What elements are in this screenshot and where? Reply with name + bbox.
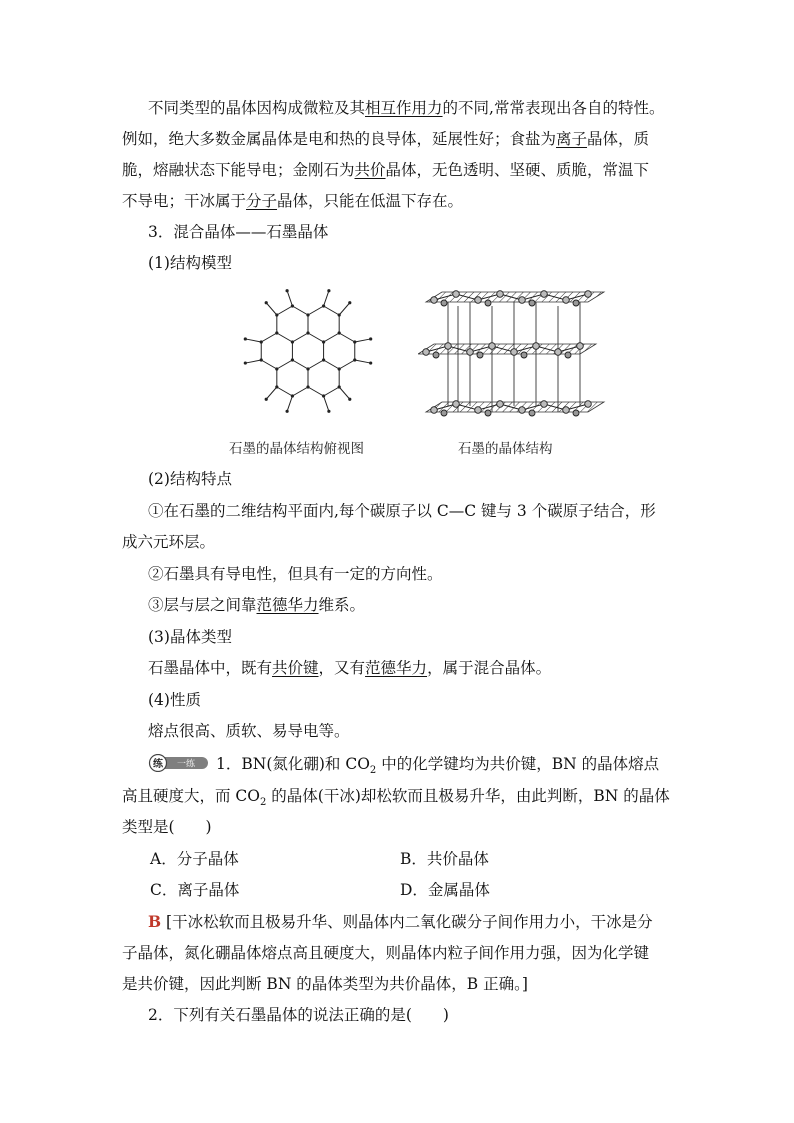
carbon-bond [245, 339, 261, 342]
carbon-atom [338, 313, 341, 316]
carbon-atom [453, 401, 460, 408]
carbon-atom [577, 343, 584, 350]
answer-explanation-line-2: 子晶体，氮化硼晶体熔点高且硬度大，则晶体内粒子间作用力强，因为化学键 [122, 944, 650, 962]
text: 脆，熔融状态下能导电；金刚石为 [122, 161, 355, 179]
carbon-atom [529, 410, 535, 416]
carbon-atom [475, 297, 482, 304]
carbon-atom [322, 304, 325, 307]
carbon-atom [563, 297, 570, 304]
graphite-top-view-figure [228, 284, 388, 419]
text: 高且硬度大，而 CO [122, 787, 260, 805]
carbon-atom [244, 337, 247, 340]
svg-text:练: 练 [153, 759, 163, 770]
carbon-atom [541, 401, 548, 408]
practice-badge [148, 754, 210, 772]
carbon-bond [339, 333, 355, 342]
carbon-bond [277, 360, 293, 369]
question-1-line-1 [148, 754, 659, 781]
carbon-atom [265, 301, 268, 304]
carbon-atom [453, 291, 460, 298]
carbon-atom [431, 297, 438, 304]
carbon-atom [338, 385, 341, 388]
text: 维系。 [318, 596, 366, 614]
structure-item-3 [148, 595, 365, 615]
carbon-bond [287, 291, 292, 306]
carbon-atom [489, 343, 496, 350]
carbon-bond [339, 360, 355, 369]
carbon-atom [265, 398, 268, 401]
carbon-atom [475, 407, 482, 414]
carbon-atom [338, 331, 341, 334]
carbon-bond [324, 387, 340, 396]
figure-caption-left: 石墨的晶体结构俯视图 [229, 441, 364, 457]
carbon-atom [260, 358, 263, 361]
carbon-atom [541, 291, 548, 298]
carbon-atom [244, 361, 247, 364]
intro-line-1 [148, 98, 664, 118]
carbon-atom [291, 304, 294, 307]
carbon-atom [353, 358, 356, 361]
text: [干冰松软而且极易升华、则晶体内二氧化碳分子间作用力小，干冰是分 [166, 913, 653, 931]
carbon-bond [266, 387, 277, 399]
figure-caption-right: 石墨的晶体结构 [458, 441, 553, 457]
carbon-atom [322, 394, 325, 397]
carbon-atom [306, 313, 309, 316]
text: 的不同,常常表现出各自的特性。 [442, 99, 665, 117]
carbon-atom [563, 407, 570, 414]
carbon-atom [275, 313, 278, 316]
underlined-term: 范德华力 [256, 596, 319, 614]
svg-text:一练: 一练 [176, 759, 196, 770]
text: 晶体，质 [587, 130, 650, 148]
carbon-atom [369, 361, 372, 364]
text: 的晶体(干冰)却松软而且极易升华，由此判断，BN 的晶体 [266, 787, 670, 805]
carbon-atom [260, 340, 263, 343]
carbon-bond [308, 333, 324, 342]
carbon-atom [477, 352, 483, 358]
carbon-bond [261, 333, 277, 342]
underlined-term: 相互作用力 [365, 99, 443, 117]
carbon-atom [327, 410, 330, 413]
carbon-atom [521, 352, 527, 358]
option-b: B．共价晶体 [400, 850, 489, 868]
property-text: 熔点很高、质软、易导电等。 [148, 722, 350, 740]
carbon-bond [277, 333, 293, 342]
carbon-bond [339, 303, 350, 315]
carbon-bond [324, 396, 329, 411]
underlined-term: 范德华力 [365, 659, 428, 677]
carbon-bond [277, 387, 293, 396]
text: 晶体，无色透明、坚硬、质脆，常温下 [385, 161, 650, 179]
carbon-bond [339, 387, 350, 399]
carbon-atom [519, 407, 526, 414]
subscript: 2 [260, 797, 267, 809]
text: 石墨晶体中，既有 [148, 659, 273, 677]
text: ，属于混合晶体。 [427, 659, 552, 677]
carbon-bond [308, 387, 324, 396]
carbon-atom [585, 291, 592, 298]
carbon-bond [292, 306, 308, 315]
intro-line-2 [122, 129, 649, 149]
carbon-atom [497, 291, 504, 298]
subsection-3-title: (3)晶体类型 [148, 628, 232, 646]
option-c: C．离子晶体 [150, 881, 240, 899]
text: ，又有 [318, 659, 366, 677]
text: 不同类型的晶体因构成微粒及其 [148, 99, 366, 117]
structure-item-1-cont: 成六元环层。 [122, 533, 216, 551]
carbon-atom [585, 401, 592, 408]
carbon-atom [275, 367, 278, 370]
graphite-layered-structure-figure [418, 284, 608, 424]
carbon-atom [555, 349, 562, 356]
carbon-atom [529, 300, 535, 306]
carbon-bond [292, 333, 308, 342]
carbon-atom [291, 340, 294, 343]
answer-letter: B [148, 912, 162, 931]
carbon-atom [327, 289, 330, 292]
underlined-term: 离子 [556, 130, 588, 148]
carbon-atom [291, 394, 294, 397]
text: 中的化学键均为共价键，BN 的晶体熔点 [376, 755, 660, 773]
underlined-term: 共价 [354, 161, 386, 179]
subscript: 2 [369, 765, 377, 777]
underlined-term: 共价键 [272, 659, 319, 677]
carbon-atom [511, 349, 518, 356]
structure-item-1: ①在石墨的二维结构平面内,每个碳原子以 C—C 键与 3 个碳原子结合，形 [148, 502, 656, 520]
carbon-atom [441, 300, 447, 306]
carbon-bond [292, 360, 308, 369]
carbon-atom [467, 349, 474, 356]
carbon-bond [308, 306, 324, 315]
carbon-atom [353, 340, 356, 343]
answer-explanation-line-1 [148, 912, 653, 932]
carbon-atom [573, 300, 579, 306]
subsection-2-title: (2)结构特点 [148, 470, 232, 488]
carbon-atom [286, 289, 289, 292]
carbon-bond [277, 306, 293, 315]
carbon-atom [291, 358, 294, 361]
carbon-atom [306, 331, 309, 334]
carbon-bond [261, 360, 277, 369]
carbon-atom [286, 410, 289, 413]
question-1-line-2 [122, 786, 670, 813]
section-3-title: 3．混合晶体——石墨晶体 [148, 223, 329, 241]
crystal-type-text [148, 658, 551, 678]
carbon-bond [324, 333, 340, 342]
carbon-bond [266, 303, 277, 315]
intro-line-3 [122, 160, 649, 180]
carbon-atom [565, 352, 571, 358]
carbon-atom [306, 385, 309, 388]
carbon-atom [423, 349, 430, 356]
carbon-atom [485, 300, 491, 306]
carbon-atom [519, 297, 526, 304]
text: 1．BN(氮化硼)和 CO [216, 755, 370, 773]
carbon-bond [355, 360, 371, 363]
carbon-atom [369, 337, 372, 340]
carbon-bond [324, 306, 340, 315]
carbon-atom [433, 352, 439, 358]
carbon-bond [355, 339, 371, 342]
carbon-atom [338, 367, 341, 370]
carbon-atom [275, 385, 278, 388]
option-d: D．金属晶体 [400, 881, 490, 899]
carbon-bond [245, 360, 261, 363]
carbon-atom [497, 401, 504, 408]
underlined-term: 分子 [246, 192, 278, 210]
carbon-bond [292, 387, 308, 396]
carbon-atom [275, 331, 278, 334]
carbon-atom [306, 367, 309, 370]
carbon-bond [324, 291, 329, 306]
carbon-bond [324, 360, 340, 369]
carbon-atom [533, 343, 540, 350]
option-a: A．分子晶体 [150, 850, 239, 868]
carbon-atom [322, 340, 325, 343]
answer-explanation-line-3: 是共价键，因此判断 BN 的晶体类型为共价晶体，B 正确。] [122, 975, 528, 993]
carbon-atom [322, 358, 325, 361]
intro-line-4 [122, 191, 463, 211]
carbon-bond [287, 396, 292, 411]
carbon-atom [441, 410, 447, 416]
text: 晶体，只能在低温下存在。 [277, 192, 464, 210]
text: 例如，绝大多数金属晶体是电和热的良导体，延展性好；食盐为 [122, 130, 557, 148]
carbon-atom [573, 410, 579, 416]
structure-item-2: ②石墨具有导电性，但具有一定的方向性。 [148, 565, 443, 583]
subsection-1-title: (1)结构模型 [148, 254, 232, 272]
carbon-atom [445, 343, 452, 350]
subsection-4-title: (4)性质 [148, 691, 201, 709]
text: 不导电；干冰属于 [122, 192, 247, 210]
carbon-atom [348, 398, 351, 401]
question-2: 2．下列有关石墨晶体的说法正确的是( ) [148, 1006, 449, 1024]
text: ③层与层之间靠 [148, 596, 257, 614]
carbon-atom [348, 301, 351, 304]
carbon-atom [431, 407, 438, 414]
carbon-bond [308, 360, 324, 369]
question-1-line-3: 类型是( ) [122, 818, 212, 836]
carbon-atom [485, 410, 491, 416]
